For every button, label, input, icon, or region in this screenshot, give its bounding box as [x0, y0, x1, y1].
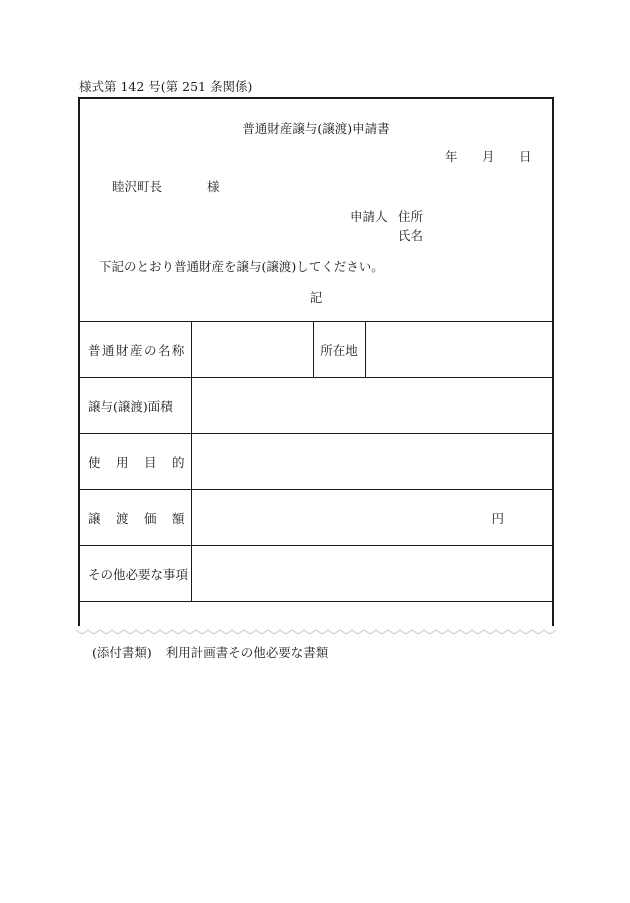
date-day-label: 日 [519, 149, 532, 164]
other-matters-field[interactable] [191, 546, 552, 602]
property-name-label-char: 通 [101, 342, 115, 358]
property-name-label-char: 普 [88, 342, 101, 358]
other-matters-label: その他必要な事項 [88, 566, 189, 582]
price-unit: 円 [491, 510, 504, 526]
table-row [80, 378, 552, 434]
applicant-address-label: 住所 [398, 209, 424, 224]
record-mark: 記 [309, 290, 323, 305]
price-label-cell [80, 490, 191, 546]
torn-edge-decoration [76, 626, 556, 638]
location-label-cell [313, 322, 365, 378]
addressee: 睦沢町長 [112, 179, 163, 194]
price-field[interactable] [191, 490, 552, 546]
purpose-label-char: 使 [88, 454, 101, 470]
price-label-char: 額 [171, 510, 185, 526]
application-form-frame [78, 97, 554, 634]
form-title: 普通財産譲与(譲渡)申請書 [242, 121, 390, 136]
location-label: 所在地 [320, 342, 358, 358]
property-name-label-char: 名 [157, 342, 171, 358]
date-month-label: 月 [482, 149, 495, 164]
application-details-table [80, 321, 552, 636]
form-number: 様式第 142 号(第 251 条関係) [79, 79, 253, 94]
attachments-label: (添付書類) [92, 645, 152, 660]
table-row [80, 434, 552, 490]
request-text: 下記のとおり普通財産を譲与(譲渡)してください。 [99, 259, 384, 274]
price-label-char: 渡 [115, 510, 129, 526]
applicant-label: 申請人 [350, 209, 388, 224]
purpose-label-char: 用 [115, 454, 129, 470]
location-field[interactable] [365, 322, 552, 378]
attachments-note [92, 645, 328, 661]
property-name-field[interactable] [191, 322, 313, 378]
area-label-cell [80, 378, 191, 434]
area-field[interactable] [191, 378, 552, 434]
property-name-label-char: 産 [129, 342, 143, 358]
purpose-label-cell [80, 434, 191, 490]
property-name-label-char: の [143, 342, 157, 358]
table-row [80, 490, 552, 546]
applicant-name-label: 氏名 [398, 228, 424, 243]
attachments-text: 利用計画書その他必要な書類 [165, 645, 329, 660]
price-label-char: 価 [143, 510, 157, 526]
purpose-label-char: 的 [171, 454, 185, 470]
addressee-honorific: 様 [207, 179, 220, 194]
property-name-label-cell [80, 322, 191, 378]
price-label-char: 譲 [88, 510, 101, 526]
table-row [80, 546, 552, 602]
date-year-label: 年 [445, 149, 458, 164]
purpose-label-char: 目 [143, 454, 157, 470]
other-matters-label-cell [80, 546, 191, 602]
area-label: 譲与(譲渡)面積 [88, 398, 173, 414]
property-name-label-char: 財 [115, 342, 129, 358]
property-name-label-char: 称 [171, 342, 185, 358]
purpose-field[interactable] [191, 434, 552, 490]
table-row [80, 322, 552, 378]
